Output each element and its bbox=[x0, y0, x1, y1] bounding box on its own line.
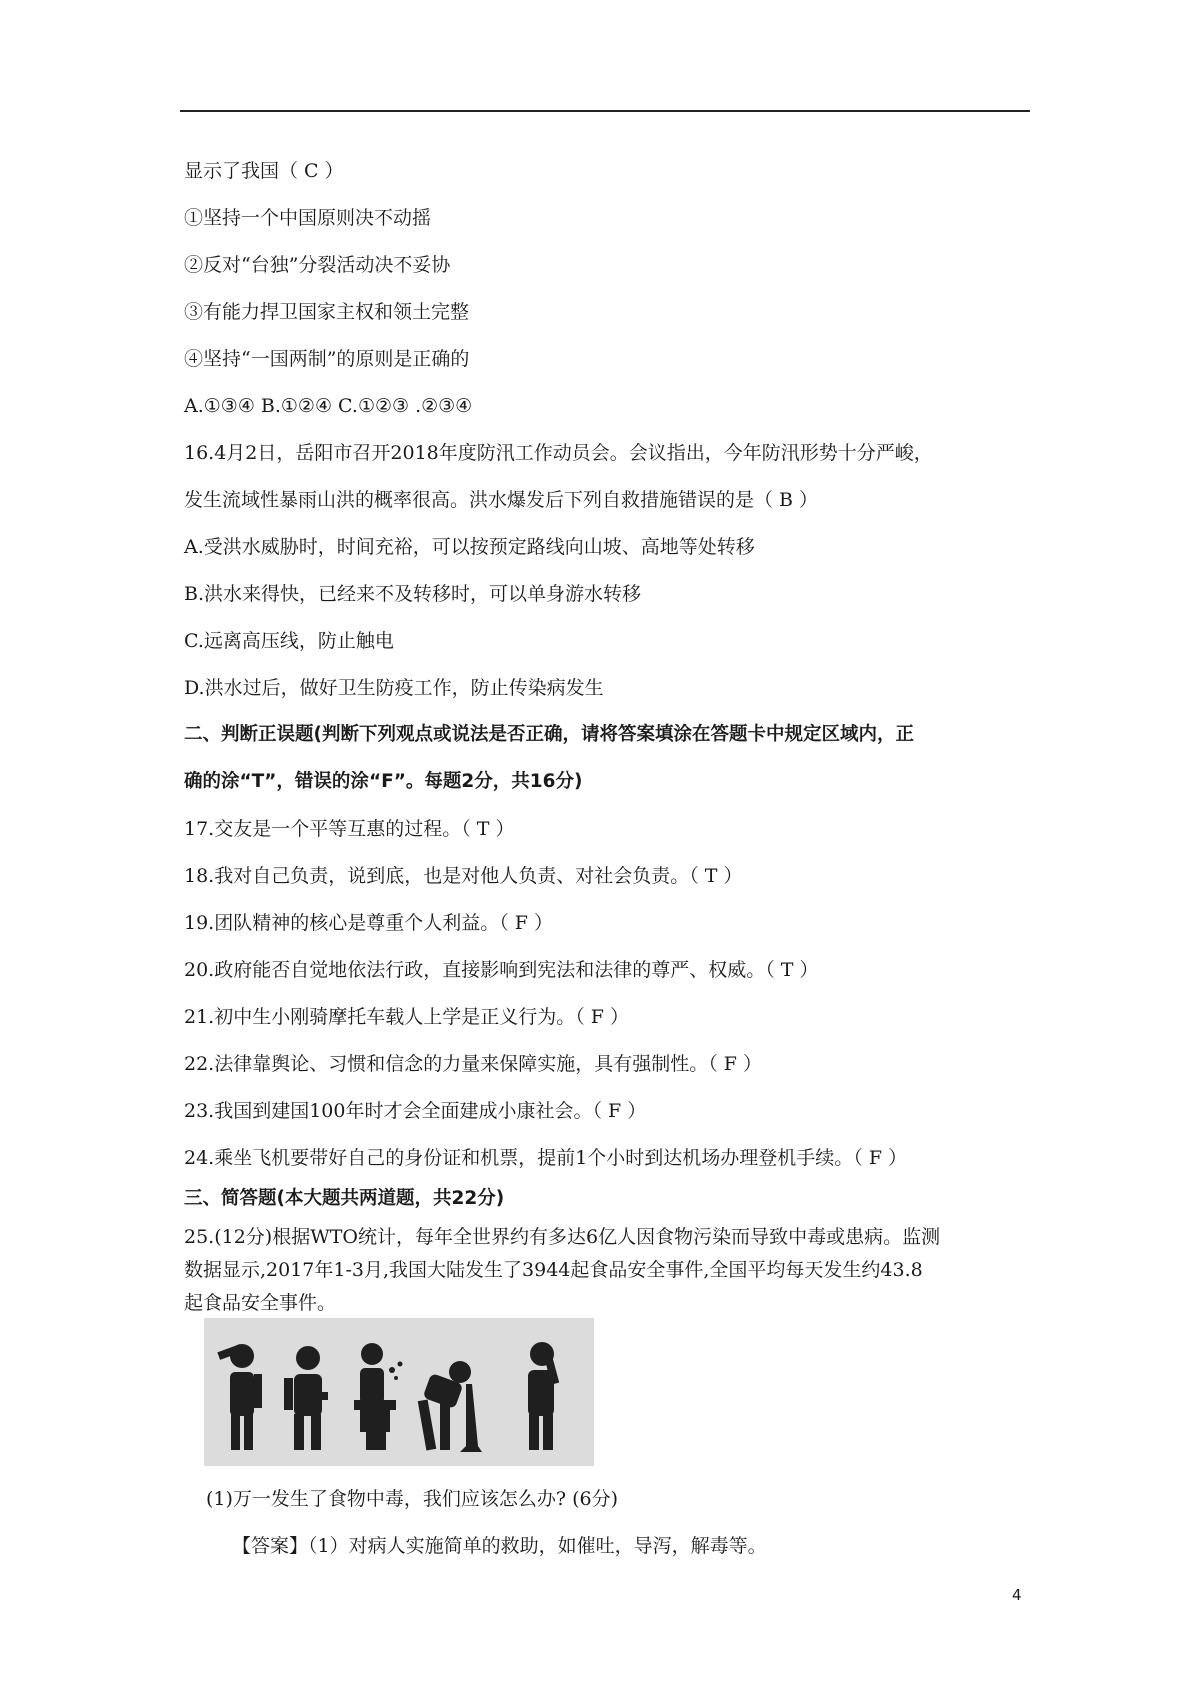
diarrhea-figure-icon bbox=[354, 1343, 403, 1450]
q15-options: A.①③④ B.①②④ C.①②③ .②③④ bbox=[184, 395, 473, 417]
q20: 20.政府能否自觉地依法行政，直接影响到宪法和法律的尊严、权威。（ T ） bbox=[184, 959, 819, 981]
vomiting-figure-icon bbox=[418, 1361, 482, 1452]
q15-stem-end: 显示了我国（ C ） bbox=[184, 160, 344, 182]
food-poisoning-pictograms bbox=[204, 1318, 594, 1466]
q25-stem-line-3: 起食品安全事件。 bbox=[184, 1292, 337, 1314]
stomach-ache-figure-icon bbox=[284, 1346, 328, 1450]
q16-option-a: A.受洪水威胁时，时间充裕，可以按预定路线向山坡、高地等处转移 bbox=[184, 536, 755, 558]
q16-option-b: B.洪水来得快，已经来不及转移时，可以单身游水转移 bbox=[184, 583, 642, 605]
section-2-heading-line-2: 确的涂“T”，错误的涂“F”。每题2分，共16分) bbox=[184, 771, 583, 792]
q15-statement-3: ③有能力捍卫国家主权和领土完整 bbox=[184, 301, 470, 323]
nausea-figure-icon bbox=[528, 1342, 559, 1450]
section-2-heading-line-1: 二、判断正误题(判断下列观点或说法是否正确，请将答案填涂在答题卡中规定区域内，正 bbox=[184, 724, 914, 745]
q21: 21.初中生小刚骑摩托车载人上学是正义行为。（ F ） bbox=[184, 1006, 629, 1028]
q17: 17.交友是一个平等互惠的过程。（ T ） bbox=[184, 818, 515, 840]
q16-option-c: C.远离高压线，防止触电 bbox=[184, 630, 394, 652]
q25-answer-1: 【答案】（1）对病人实施简单的救助，如催吐，导泻，解毒等。 bbox=[232, 1535, 767, 1557]
q15-statement-2: ②反对“台独”分裂活动决不妥协 bbox=[184, 254, 451, 276]
q16-stem-line-1: 16.4月2日，岳阳市召开2018年度防汛工作动员会。会议指出，今年防汛形势十分严峻， bbox=[184, 442, 933, 464]
q23: 23.我国到建国100年时才会全面建成小康社会。（ F ） bbox=[184, 1100, 647, 1122]
q25-subquestion-1: (1)万一发生了食物中毒，我们应该怎么办? (6分) bbox=[206, 1488, 619, 1510]
pictogram-figures bbox=[204, 1318, 594, 1466]
q18: 18.我对自己负责，说到底，也是对他人负责、对社会负责。（ T ） bbox=[184, 865, 743, 887]
header-rule bbox=[180, 110, 1030, 112]
page-number: 4 bbox=[1012, 1586, 1022, 1604]
q15-statement-1: ①坚持一个中国原则决不动摇 bbox=[184, 207, 432, 229]
headache-figure-icon bbox=[217, 1344, 262, 1450]
q16-option-d: D.洪水过后，做好卫生防疫工作，防止传染病发生 bbox=[184, 677, 604, 699]
q25-stem-line-2: 数据显示,2017年1-3月,我国大陆发生了3944起食品安全事件,全国平均每天发生约43.8 bbox=[184, 1259, 923, 1281]
q16-stem-line-2: 发生流域性暴雨山洪的概率很高。洪水爆发后下列自救措施错误的是（ B ） bbox=[184, 489, 819, 511]
q15-statement-4: ④坚持“一国两制”的原则是正确的 bbox=[184, 348, 470, 370]
q19: 19.团队精神的核心是尊重个人利益。（ F ） bbox=[184, 912, 553, 934]
q24: 24.乘坐飞机要带好自己的身份证和机票，提前1个小时到达机场办理登机手续。（ F ） bbox=[184, 1147, 908, 1169]
section-3-heading: 三、简答题(本大题共两道题，共22分) bbox=[184, 1188, 505, 1209]
q25-stem-line-1: 25.(12分)根据WTO统计，每年全世界约有多达6亿人因食物污染而导致中毒或患病。监测 bbox=[184, 1226, 941, 1248]
q22: 22.法律靠舆论、习惯和信念的力量来保障实施，具有强制性。（ F ） bbox=[184, 1053, 762, 1075]
